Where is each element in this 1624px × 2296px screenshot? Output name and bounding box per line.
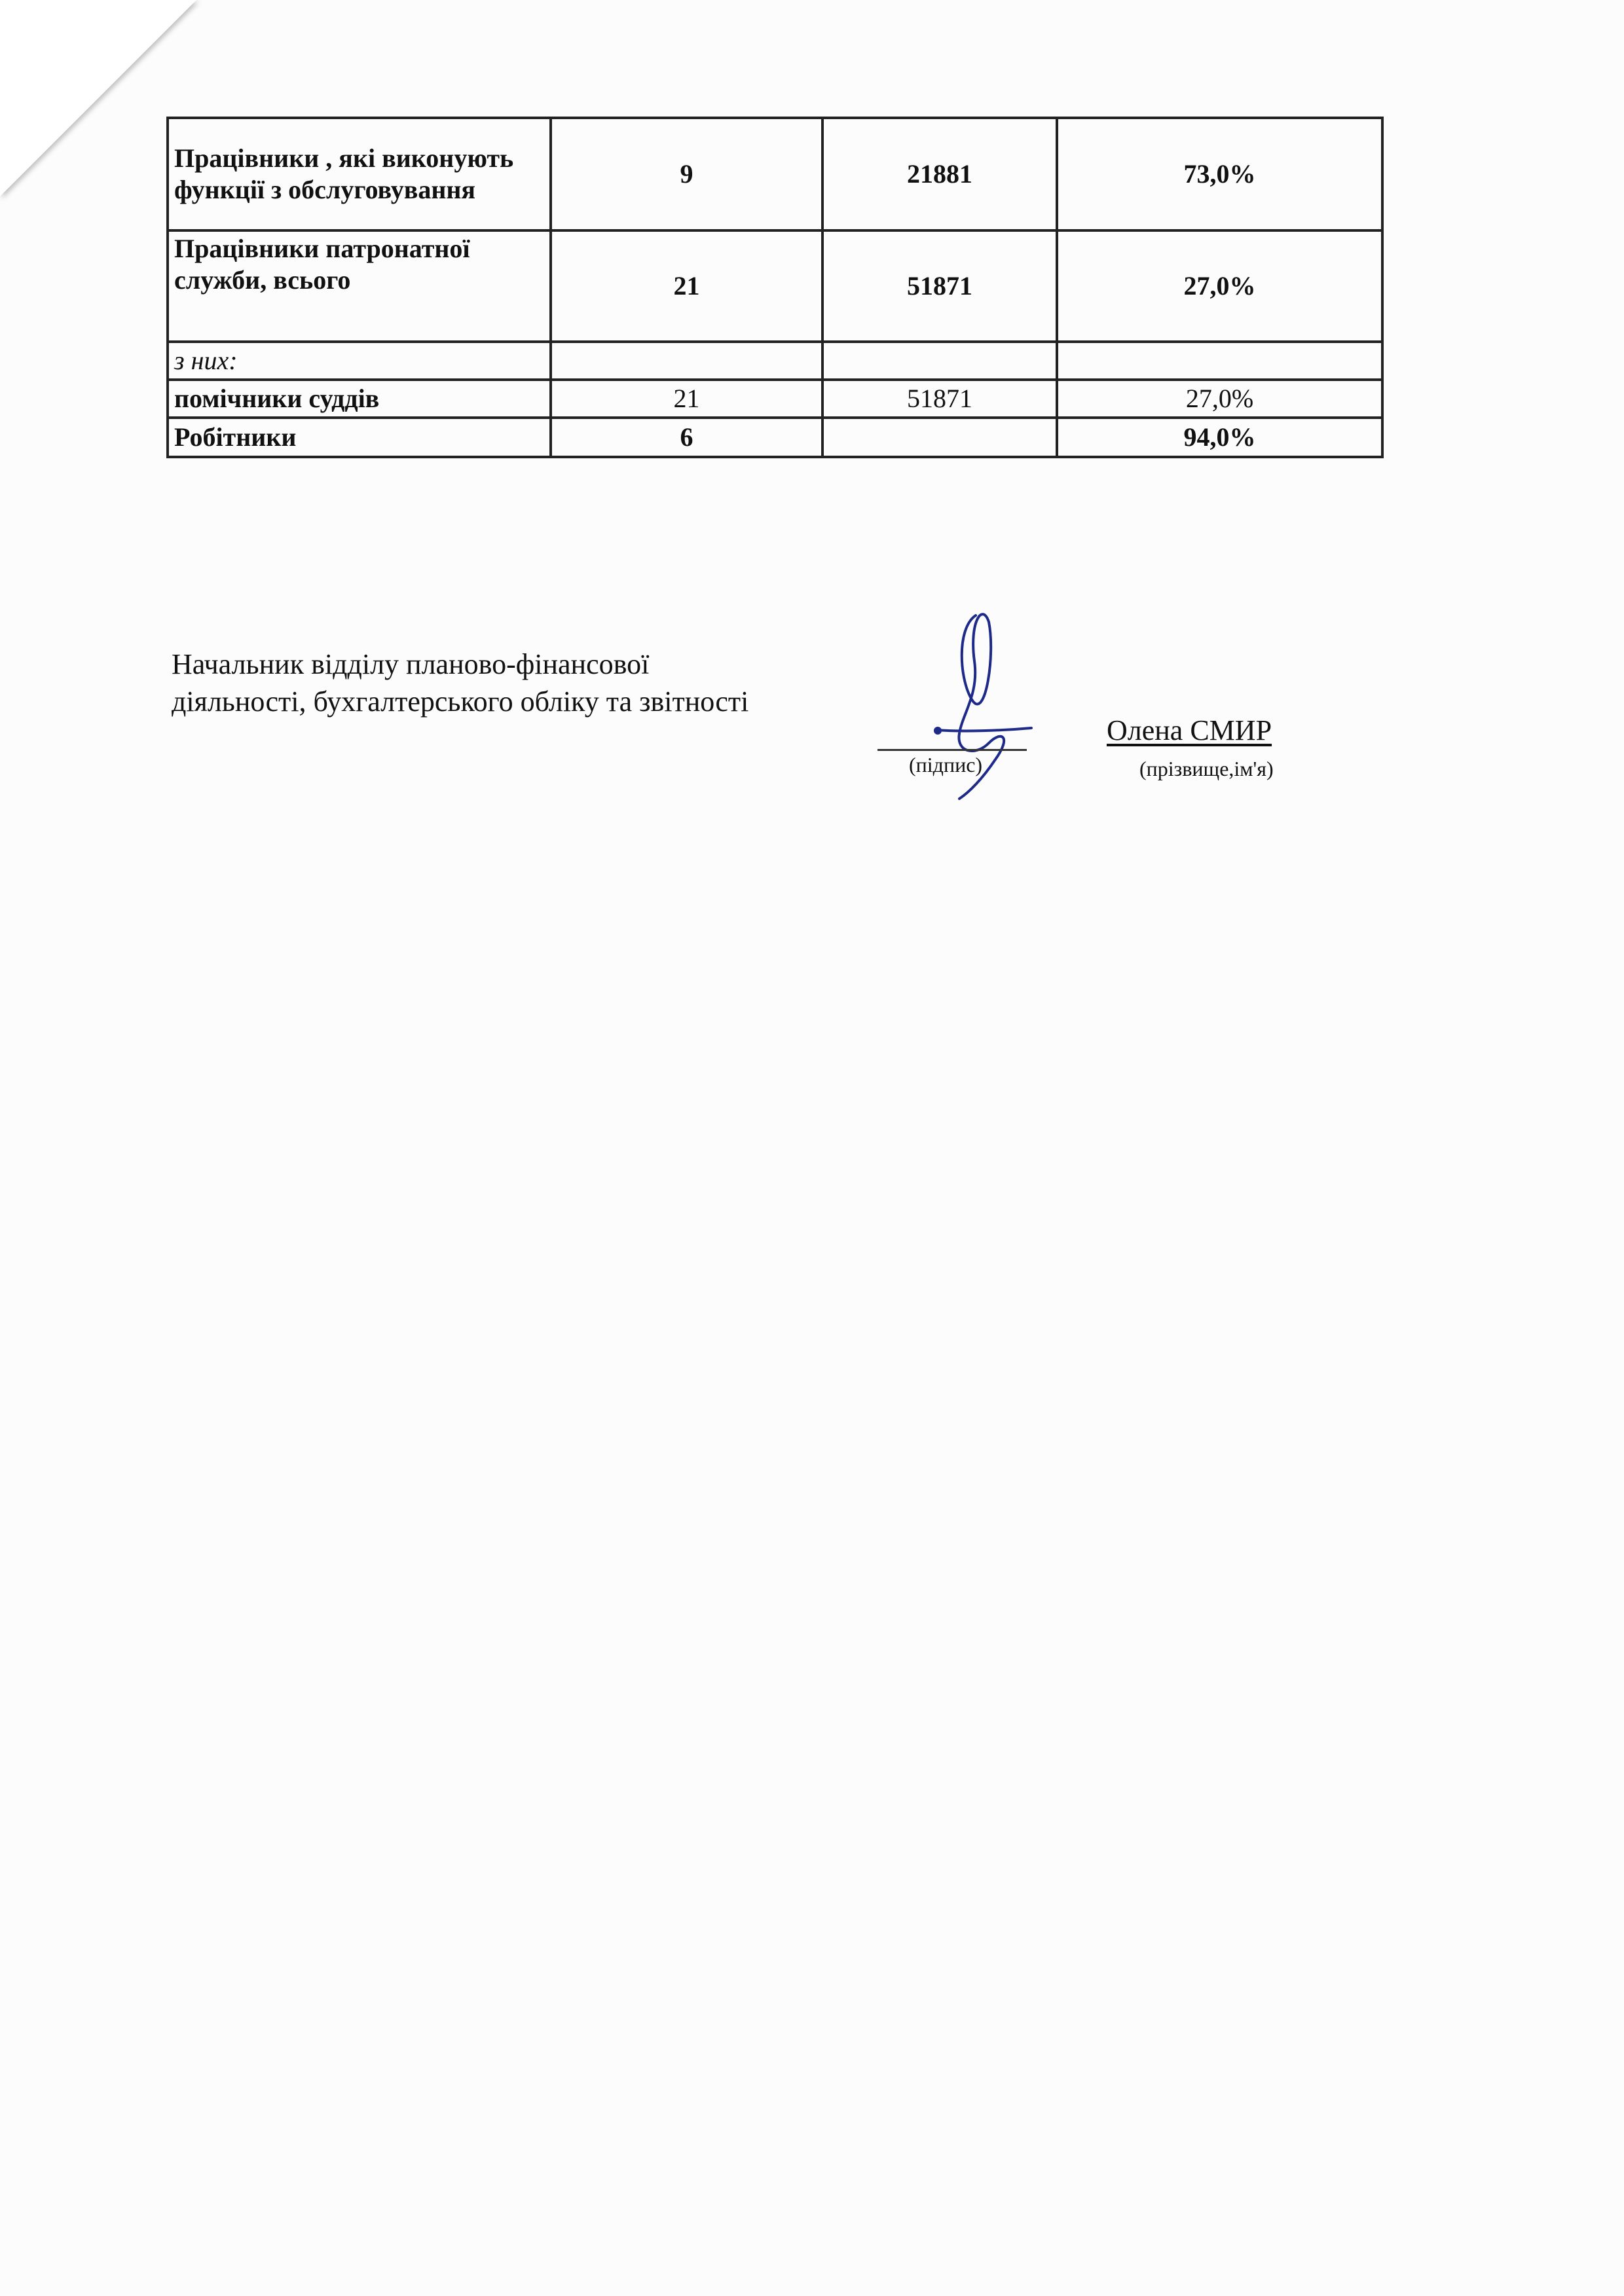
staff-table — [166, 117, 1384, 458]
row-label: Робітники — [168, 418, 551, 457]
row-percent: 94,0% — [1057, 418, 1382, 457]
row-count: 6 — [551, 418, 822, 457]
row-amount: 51871 — [822, 230, 1057, 342]
row-label: Працівники патронатної служби, всього — [168, 230, 551, 342]
table-row — [168, 380, 1382, 418]
table-row — [168, 418, 1382, 457]
signature-line — [877, 749, 1027, 751]
row-label: помічники суддів — [168, 380, 551, 418]
position-title: Начальник відділу планово-фінансової діяльності, бухгалтерського обліку та звітності — [172, 648, 749, 718]
table-row — [168, 342, 1382, 380]
handwritten-signature — [897, 602, 1067, 818]
row-amount — [822, 418, 1057, 457]
row-label: з них: — [168, 342, 551, 380]
row-amount: 21881 — [822, 118, 1057, 230]
name-caption: (прізвище,ім'я) — [1139, 757, 1274, 780]
row-count: 9 — [551, 118, 822, 230]
table-row — [168, 230, 1382, 342]
row-amount — [822, 342, 1057, 380]
row-percent: 27,0% — [1057, 380, 1382, 418]
row-amount: 51871 — [822, 380, 1057, 418]
signature-caption: (підпис) — [909, 753, 983, 776]
row-percent: 73,0% — [1057, 118, 1382, 230]
row-count — [551, 342, 822, 380]
row-count: 21 — [551, 380, 822, 418]
row-percent — [1057, 342, 1382, 380]
row-percent: 27,0% — [1057, 230, 1382, 342]
table-row — [168, 118, 1382, 230]
row-label: Працівники , які виконують функції з обслуговування — [168, 118, 551, 230]
signatory-name: Олена СМИР — [1107, 714, 1272, 746]
row-count: 21 — [551, 230, 822, 342]
